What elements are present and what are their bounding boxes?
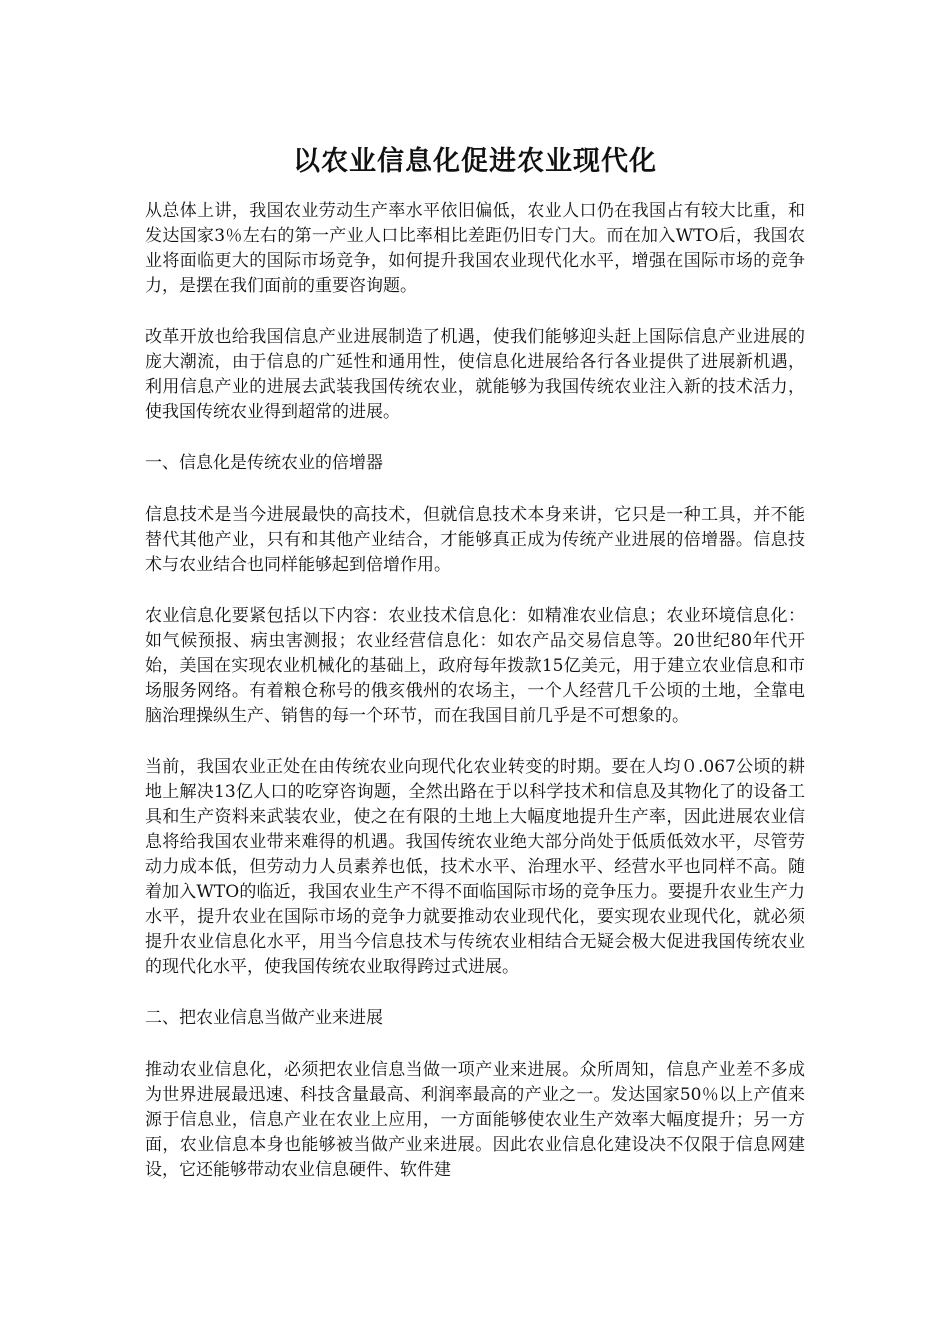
paragraph-2: 改革开放也给我国信息产业进展制造了机遇，使我们能够迎头赶上国际信息产业进展的庞大潮流，由于信息的广延性和通用性，使信息化进展给各行各业提供了进展新机遇，利用信息产业的进展去武装我国传统农业，就能够为我国传统农业注入新的技术活力，使我国传统农业得到超常的进展。	[145, 327, 805, 422]
document-title: 以农业信息化促进农业现代化	[293, 146, 657, 177]
paragraph-4: 农业信息化要紧包括以下内容：农业技术信息化：如精准农业信息；农业环境信息化：如气候预报、病虫害测报；农业经营信息化：如农产品交易信息等。20世纪80年代开始，美国在实现农业机械化的基础上，政府每年拨款15亿美元，用于建立农业信息和市场服务网络。有着粮仓称号的俄亥俄州的农场主，一个人经营几千公顷的土地，全靠电脑治理操纵生产、销售的每一个环节，而在我国目前几乎是不可想象的。	[145, 606, 805, 726]
section-heading-2: 二、把农业信息当做产业来进展	[145, 1008, 383, 1028]
document-body	[145, 199, 805, 1209]
paragraph-1: 从总体上讲，我国农业劳动生产率水平依旧偏低，农业人口仍在我国占有较大比重，和发达国家3％左右的第一产业人口比率相比差距仍旧专门大。而在加入WTO后，我国农业将面临更大的国际市场竞争，如何提升我国农业现代化水平，增强在国际市场的竞争力，是摆在我们面前的重要咨询题。	[145, 201, 805, 296]
section-heading-1: 一、信息化是传统农业的倍增器	[145, 453, 383, 473]
paragraph-5: 当前，我国农业正处在由传统农业向现代化农业转变的时期。要在人均０.067公顷的耕地上解决13亿人口的吃穿咨询题，全然出路在于以科学技术和信息及其物化了的设备工具和生产资料来武装农业，使之在有限的土地上大幅度地提升生产率，因此进展农业信息将给我国农业带来难得的机遇。我国传统农业绝大部分尚处于低质低效水平，尽管劳动力成本低，但劳动力人员素养也低，技术水平、治理水平、经营水平也同样不高。随着加入WTO的临近，我国农业生产不得不面临国际市场的竞争压力。要提升农业生产力水平，提升农业在国际市场的竞争力就要推动农业现代化，要实现农业现代化，就必须提升农业信息化水平，用当今信息技术与传统农业相结合无疑会极大促进我国传统农业的现代化水平，使我国传统农业取得跨过式进展。	[145, 757, 805, 977]
paragraph-6: 推动农业信息化，必须把农业信息当做一项产业来进展。众所周知，信息产业差不多成为世界进展最迅速、科技含量最高、利润率最高的产业之一。发达国家50％以上产值来源于信息业，信息产业在农业上应用，一方面能够使农业生产效率大幅度提升；另一方面，农业信息本身也能够被当做产业来进展。因此农业信息化建设决不仅限于信息网建设，它还能够带动农业信息硬件、软件建	[145, 1060, 805, 1180]
paragraph-3: 信息技术是当今进展最快的高技术，但就信息技术本身来讲，它只是一种工具，并不能替代其他产业，只有和其他产业结合，才能够真正成为传统产业进展的倍增器。信息技术与农业结合也同样能够起到倍增作用。	[145, 505, 805, 575]
